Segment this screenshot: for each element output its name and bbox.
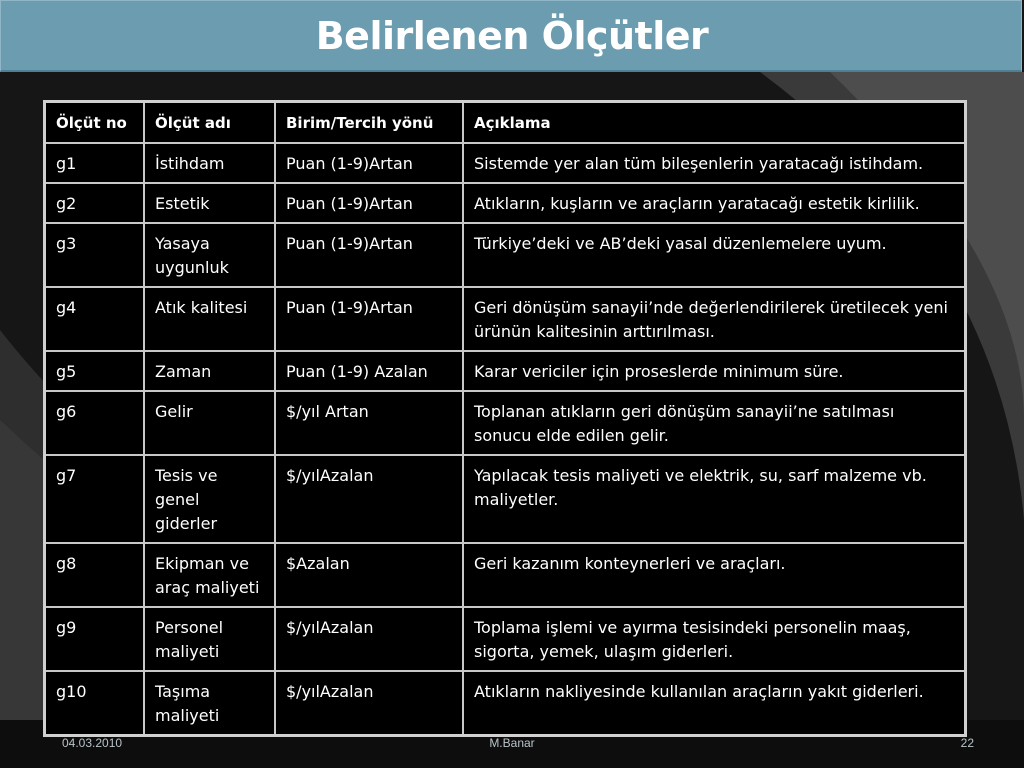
cell-no: g5 (45, 351, 145, 391)
cell-no: g7 (45, 455, 145, 543)
criteria-table (43, 100, 967, 737)
header-criterion-name: Ölçüt adı (144, 102, 275, 144)
cell-no: g6 (45, 391, 145, 455)
table-row (45, 543, 966, 607)
cell-description: Sistemde yer alan tüm bileşenlerin yaratacağı istihdam. (463, 143, 966, 183)
cell-unit: Puan (1-9)Artan (275, 143, 463, 183)
cell-unit: $/yılAzalan (275, 455, 463, 543)
cell-description: Toplama işlemi ve ayırma tesisindeki personelin maaş, sigorta, yemek, ulaşım giderleri. (463, 607, 966, 671)
cell-description: Yapılacak tesis maliyeti ve elektrik, su, sarf malzeme vb. maliyetler. (463, 455, 966, 543)
cell-name: Yasaya uygunluk (144, 223, 275, 287)
header-unit-direction: Birim/Tercih yönü (275, 102, 463, 144)
footer-author: M.Banar (489, 736, 535, 750)
footer-page-number: 22 (960, 736, 974, 750)
cell-name: Gelir (144, 391, 275, 455)
cell-description: Türkiye’deki ve AB’deki yasal düzenlemelere uyum. (463, 223, 966, 287)
cell-name: İstihdam (144, 143, 275, 183)
cell-unit: Puan (1-9)Artan (275, 287, 463, 351)
cell-description: Karar vericiler için proseslerde minimum süre. (463, 351, 966, 391)
cell-description: Toplanan atıkların geri dönüşüm sanayii’ne satılması sonucu elde edilen gelir. (463, 391, 966, 455)
cell-no: g3 (45, 223, 145, 287)
cell-unit: $/yılAzalan (275, 671, 463, 736)
cell-name: Personel maliyeti (144, 607, 275, 671)
cell-name: Atık kalitesi (144, 287, 275, 351)
cell-description: Geri dönüşüm sanayii’nde değerlendirilerek üretilecek yeni ürünün kalitesinin arttırılması. (463, 287, 966, 351)
cell-unit: Puan (1-9)Artan (275, 223, 463, 287)
cell-no: g1 (45, 143, 145, 183)
header-description: Açıklama (463, 102, 966, 144)
table-row (45, 671, 966, 736)
cell-no: g8 (45, 543, 145, 607)
table-row (45, 351, 966, 391)
table-row (45, 391, 966, 455)
cell-unit: $Azalan (275, 543, 463, 607)
table-row (45, 455, 966, 543)
table-row (45, 287, 966, 351)
cell-name: Ekipman ve araç maliyeti (144, 543, 275, 607)
cell-no: g9 (45, 607, 145, 671)
cell-no: g10 (45, 671, 145, 736)
cell-no: g2 (45, 183, 145, 223)
slide-title: Belirlenen Ölçütler (315, 14, 709, 58)
cell-unit: Puan (1-9) Azalan (275, 351, 463, 391)
cell-unit: $/yılAzalan (275, 607, 463, 671)
table-row (45, 223, 966, 287)
cell-name: Tesis ve genel giderler (144, 455, 275, 543)
cell-no: g4 (45, 287, 145, 351)
cell-name: Estetik (144, 183, 275, 223)
table-header-row (45, 102, 966, 144)
cell-description: Atıkların nakliyesinde kullanılan araçların yakıt giderleri. (463, 671, 966, 736)
footer-date: 04.03.2010 (62, 736, 123, 750)
cell-description: Geri kazanım konteynerleri ve araçları. (463, 543, 966, 607)
cell-description: Atıkların, kuşların ve araçların yaratacağı estetik kirlilik. (463, 183, 966, 223)
table-row (45, 607, 966, 671)
cell-name: Zaman (144, 351, 275, 391)
table-row (45, 143, 966, 183)
table-row (45, 183, 966, 223)
cell-name: Taşıma maliyeti (144, 671, 275, 736)
header-criterion-no: Ölçüt no (45, 102, 145, 144)
cell-unit: $/yıl Artan (275, 391, 463, 455)
cell-unit: Puan (1-9)Artan (275, 183, 463, 223)
